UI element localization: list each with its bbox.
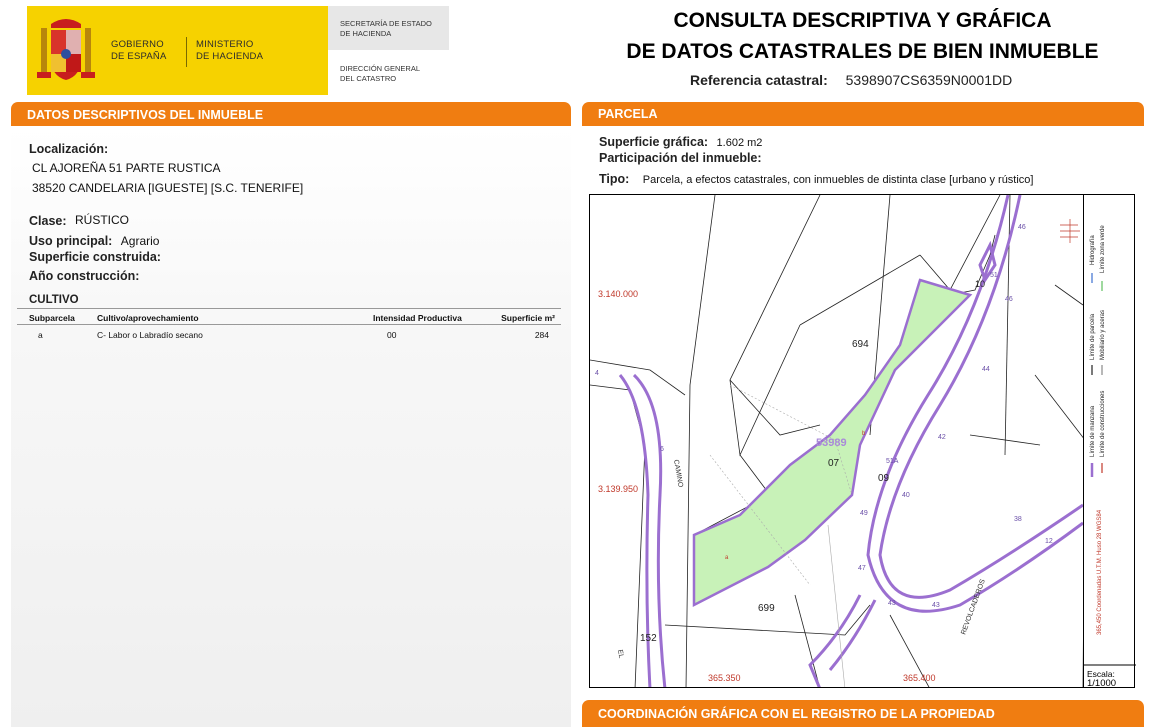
ministry-line-2: DE HACIENDA bbox=[196, 51, 264, 62]
ref-value[interactable]: 5398907CS6359N0001DD bbox=[845, 72, 1013, 88]
clase-value: RÚSTICO bbox=[74, 213, 129, 227]
road-number-46a: 46 bbox=[1018, 224, 1026, 231]
legend-mobiliario: Mobiliario y aceras bbox=[1100, 309, 1106, 360]
parcel-09-label: 09 bbox=[878, 473, 890, 484]
road-number-49: 49 bbox=[860, 510, 868, 517]
cell-cultivo: C- Labor o Labradío secano bbox=[97, 330, 203, 340]
parcel-10-label: 10 bbox=[975, 279, 986, 289]
scale-value: 1/1000 bbox=[1087, 678, 1117, 689]
col-subparcela: Subparcela bbox=[29, 313, 75, 323]
datos-descriptivos-title: DATOS DESCRIPTIVOS DEL INMUEBLE bbox=[27, 108, 264, 122]
road-number-38: 38 bbox=[1014, 516, 1022, 523]
tipo-value: Parcela, a efectos catastrales, con inmuebles de distinta clase [urbano y rústico] bbox=[642, 174, 1034, 186]
cultivo-header-row bbox=[29, 311, 555, 325]
cell-superficie: 284 bbox=[534, 330, 549, 340]
logo-divider bbox=[186, 37, 187, 67]
cultivo-table bbox=[29, 311, 555, 345]
title-line-1: CONSULTA DESCRIPTIVA Y GRÁFICA bbox=[673, 9, 1052, 32]
referencia-catastral bbox=[690, 72, 1012, 88]
road-number-47: 47 bbox=[858, 565, 866, 572]
coordinacion-header bbox=[582, 700, 1144, 727]
map-drawing bbox=[590, 195, 1135, 688]
table-row bbox=[29, 325, 555, 345]
superficie-grafica-value: 1.602 m2 bbox=[716, 137, 763, 149]
datos-descriptivos-header bbox=[11, 102, 571, 126]
road-number-12: 12 bbox=[1045, 538, 1053, 545]
road-number-43a: 43 bbox=[888, 600, 896, 607]
col-intensidad: Intensidad Productiva bbox=[373, 313, 462, 323]
tipo-row bbox=[599, 170, 1034, 188]
ministry-line-1: MINISTERIO bbox=[196, 39, 254, 50]
uso-row bbox=[29, 232, 159, 250]
subparcela-a-label: a bbox=[725, 555, 729, 561]
superficie-grafica-label: Superficie gráfica: bbox=[599, 135, 709, 149]
parcela-title: PARCELA bbox=[598, 107, 658, 121]
localizacion-label: Localización: bbox=[29, 142, 109, 156]
parcel-152-label: 152 bbox=[640, 633, 657, 644]
secretaria-label bbox=[340, 19, 432, 39]
direccion-line-1: DIRECCIÓN GENERAL bbox=[340, 64, 421, 73]
superficie-construida-label: Superficie construida: bbox=[29, 250, 161, 264]
coord-bottom-left: 365.350 bbox=[708, 673, 741, 683]
parcel-07-label: 07 bbox=[828, 458, 840, 469]
parcela-header bbox=[582, 102, 1144, 126]
road-number-51: 51 bbox=[990, 272, 998, 279]
north-arrow-icon bbox=[1060, 219, 1080, 243]
scale-title: Escala: bbox=[1087, 669, 1115, 679]
legend-limite-manzana: Límite de manzana bbox=[1090, 405, 1096, 457]
coord-top: 3.140.000 bbox=[598, 289, 639, 299]
cultivo-title: CULTIVO bbox=[29, 294, 79, 306]
street-el-label: EL bbox=[616, 649, 625, 659]
legend-coordinates: 365,450 Coordenadas U.T.M. Huso 28 WGS84 bbox=[1097, 509, 1103, 635]
title-line-2: DE DATOS CATASTRALES DE BIEN INMUEBLE bbox=[626, 40, 1099, 63]
legend-limite-parcela: Límite de parcela bbox=[1090, 313, 1096, 360]
superficie-grafica-row bbox=[599, 133, 762, 151]
secretaria-line-1: SECRETARÍA DE ESTADO bbox=[340, 19, 432, 28]
col-cultivo: Cultivo/aprovechamiento bbox=[97, 313, 199, 323]
map-legend bbox=[1083, 194, 1135, 688]
cultivo-rule-header bbox=[17, 324, 561, 325]
subparcela-b-label: b bbox=[862, 431, 866, 437]
gobierno-label bbox=[111, 39, 166, 63]
uso-label: Uso principal: bbox=[29, 234, 113, 248]
scale-label bbox=[1087, 669, 1116, 689]
legend-drawing bbox=[1084, 195, 1136, 689]
direccion-line-2: DEL CATASTRO bbox=[340, 74, 397, 83]
parcel-699-label: 699 bbox=[758, 603, 775, 614]
road-number-51a: 51A bbox=[886, 458, 899, 465]
coord-mid: 3.139.950 bbox=[598, 484, 639, 494]
uso-value: Agrario bbox=[120, 234, 160, 248]
road-number-40: 40 bbox=[902, 492, 910, 499]
parcel-694-label: 694 bbox=[852, 339, 869, 350]
coord-bottom-right: 365.400 bbox=[903, 673, 936, 683]
gov-line-1: GOBIERNO bbox=[111, 39, 164, 50]
road-number-43b: 43 bbox=[932, 602, 940, 609]
road-number-6: 6 bbox=[660, 446, 664, 453]
coat-of-arms-icon bbox=[37, 14, 95, 86]
secretaria-line-2: DE HACIENDA bbox=[340, 29, 392, 38]
road-number-46b: 46 bbox=[1005, 296, 1013, 303]
parcel-ref-label: 53989 bbox=[816, 437, 847, 449]
cell-intensidad: 00 bbox=[387, 330, 397, 340]
address-line-1: CL AJOREÑA 51 PARTE RUSTICA bbox=[32, 161, 221, 175]
ministerio-label bbox=[196, 39, 263, 63]
coordinacion-title: COORDINACIÓN GRÁFICA CON EL REGISTRO DE LA PROPIEDAD bbox=[598, 707, 995, 721]
street-camino-label: CAMINO bbox=[672, 459, 684, 488]
direccion-label bbox=[340, 64, 420, 84]
cell-subparcela: a bbox=[38, 330, 43, 340]
legend-zona-verde: Límite zona verde bbox=[1100, 225, 1106, 273]
participacion-label: Participación del inmueble: bbox=[599, 151, 762, 165]
clase-label: Clase: bbox=[29, 214, 67, 228]
road-number-42: 42 bbox=[938, 434, 946, 441]
document-title bbox=[600, 5, 1125, 67]
cadastral-map[interactable] bbox=[589, 194, 1135, 688]
road-number-4: 4 bbox=[595, 370, 599, 377]
clase-row bbox=[29, 212, 129, 230]
col-superficie: Superficie m² bbox=[501, 313, 555, 323]
legend-hidrografia: Hidrografía bbox=[1090, 235, 1096, 265]
anio-construccion-label: Año construcción: bbox=[29, 269, 140, 283]
address-line-2: 38520 CANDELARIA [IGUESTE] [S.C. TENERIFE] bbox=[32, 181, 304, 195]
gov-line-2: DE ESPAÑA bbox=[111, 51, 167, 62]
cultivo-rule-top bbox=[17, 308, 561, 309]
street-revolcaderos-label: REVOLCADEROS bbox=[960, 578, 987, 636]
ref-label: Referencia catastral: bbox=[690, 72, 828, 88]
road-number-44: 44 bbox=[982, 366, 990, 373]
tipo-label: Tipo: bbox=[599, 172, 630, 186]
legend-limite-construcciones: Límite de construcciones bbox=[1100, 390, 1106, 457]
